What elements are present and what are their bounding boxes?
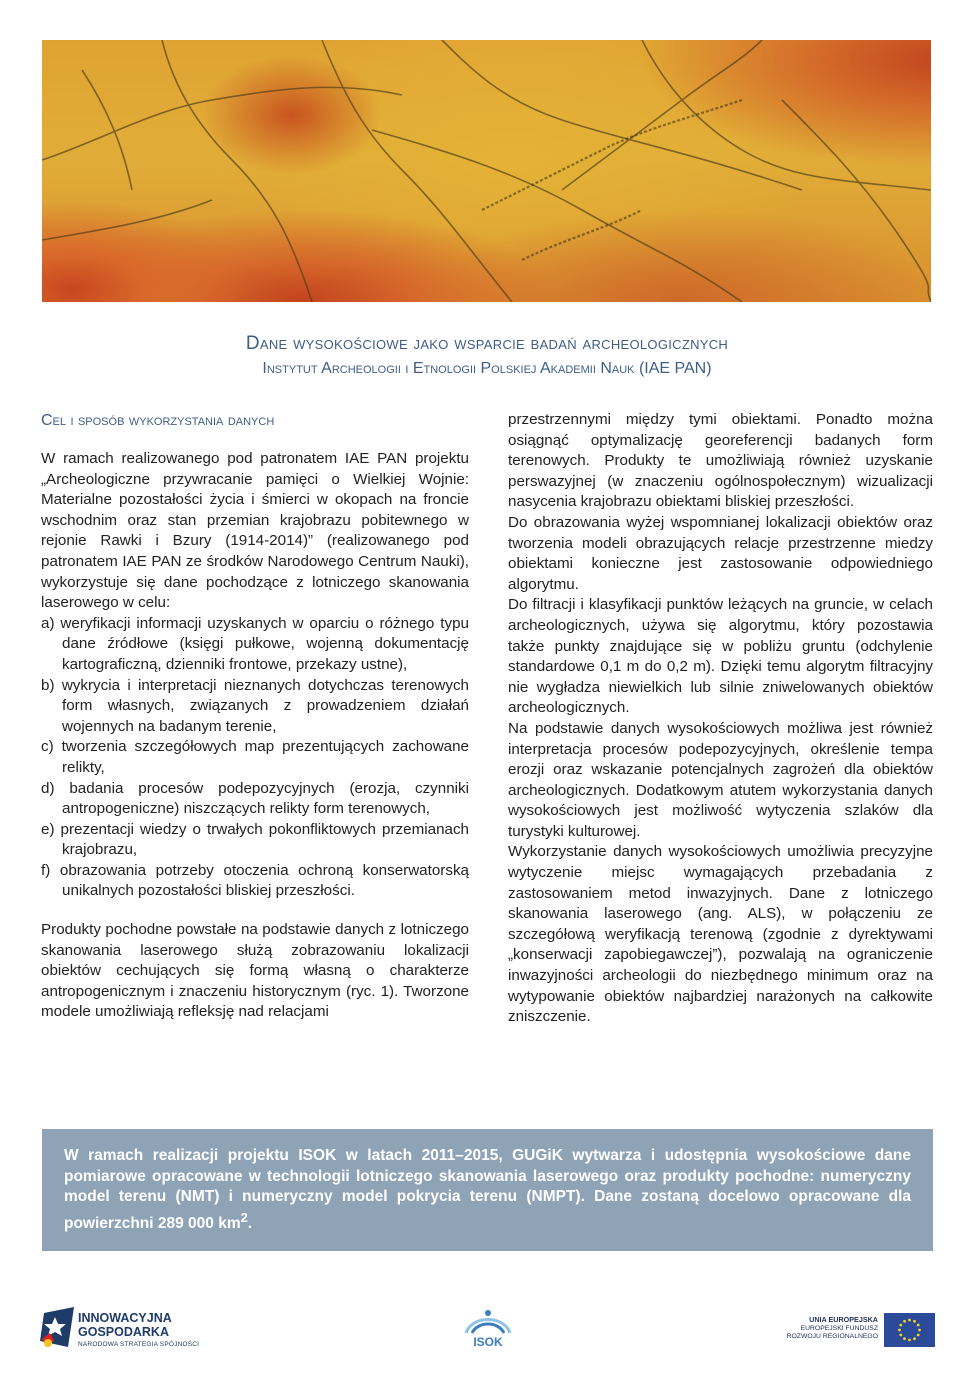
eu-flag-icon (884, 1313, 935, 1347)
list-item: f) obrazowania potrzeby otoczenia ochroną konserwatorską unikalnych pozostałości bliskiej przeszłości. (41, 861, 469, 900)
isok-text: ISOK (473, 1335, 503, 1349)
purpose-list (41, 614, 469, 902)
left-column (41, 410, 469, 1023)
innowacyjna-gospodarka-subtext: NARODOWA STRATEGIA SPÓJNOŚCI (78, 1341, 200, 1348)
innowacyjna-gospodarka-logo (40, 1303, 210, 1355)
intro-paragraph: W ramach realizowanego pod patronatem IAE PAN projektu „Archeologiczne przywracanie pamięci o Wielkiej Wojnie: Materialne pozostałości życia i śmierci w okopach na froncie wschodnim oraz stan przemian krajobrazu pobitewnego w rejonie Rawki i Bzury (1914-2014)” (realizowanego pod patronatem IAE PAN ze środków Narodowego Centrum Nauki), wykorzystuje się dane pochodzące z lotniczego skanowania laserowego w celu: (41, 450, 469, 612)
paragraph: Wykorzystanie danych wysokościowych umożliwia precyzyjne wytyczenie miejsc wymagających przebadania z zastosowaniem metod inwazyjnych. Dane z lotniczego skanowania laserowego (ang. ALS), w połączeniu ze szczegółową weryfikacją terenową (zgodnie z dyrektywami „konserwacji zapobiegawczej”), pozwalają na ograniczenie inwazyjności archeologii do niezbędnego minimum oraz na wytypowanie obiektów najbardziej narażonych na całkowite zniszczenie. (508, 843, 933, 1026)
section-heading: Cel i sposób wykorzystania danych (41, 412, 275, 429)
info-box-superscript: 2 (240, 1209, 248, 1225)
list-item: e) prezentacji wiedzy o trwałych pokonfliktowych przemianach krajobrazu, (41, 820, 469, 859)
page-title: Dane wysokościowe jako wsparcie badań archeologicznych (245, 333, 729, 354)
info-box-end: . (247, 1214, 253, 1232)
header-relief-image (42, 40, 931, 302)
list-item: d) badania procesów podepozycyjnych (erozja, czynniki antropogeniczne) niszczących relikty form terenowych, (41, 779, 469, 818)
info-box (42, 1129, 933, 1251)
isok-arc-logo-icon (458, 1305, 518, 1335)
innovation-star-logo-icon (40, 1303, 76, 1353)
paragraph: Do filtracji i klasyfikacji punktów leżących na gruncie, w celach archeologicznych, używa się algorytmu, który pozostawia także punkty znajdujące się w pobliżu gruntu (odchylenie standardowe 0,1 m do 0,2 m). Dzięki temu algorytm filtracyjny nie wygładza niewielkich lub silnie zniwelowanych obiektów archeologicznych. (508, 596, 933, 717)
lidar-relief-map-image (42, 40, 931, 302)
title-block (0, 333, 974, 379)
info-box-text: W ramach realizacji projektu ISOK w latach 2011–2015, GUGiK wytwarza i udostępnia wysokościowe dane pomiarowe opracowane w technologii lotniczego skanowania laserowego oraz produkty pochodne: numeryczny model terenu (NMT) i numeryczny model pokrycia terenu (NMPT). Dane zostaną docelowo opracowane dla powierzchni 289 000 km (64, 1147, 911, 1232)
paragraph: Na podstawie danych wysokościowych możliwa jest również interpretacja procesów podepozycyjnych, określenie tempa erozji oraz wskazanie potencjalnych zagrożeń dla obiektów archeologicznych. Dodatkowym atutem wykorzystania danych wysokościowych jest możliwość wytyczenia szlaków dla turystyki kulturowej. (508, 719, 933, 840)
isok-logo (458, 1305, 518, 1357)
list-item: c) tworzenia szczegółowych map prezentujących zachowane relikty, (41, 738, 469, 776)
eu-logo-text: UNIA EUROPEJSKA EUROPEJSKI FUNDUSZ ROZWOJU REGIONALNEGO (786, 1315, 878, 1340)
page-subtitle: Instytut Archeologii i Etnologii Polskiej Akademii Nauk (IAE PAN) (262, 360, 712, 377)
paragraph: przestrzennymi między tymi obiektami. Ponadto można osiągnąć optymalizację georeferencji badanych form terenowych. Produkty te umożliwiają również uzyskanie perswazyjnej (w znaczeniu ogólnospołecznym) wizualizacji nasycenia krajobrazu obiektami bliskiej przeszłości. (508, 411, 933, 511)
list-item: a) weryfikacji informacji uzyskanych w oparciu o różnego typu dane źródłowe (księgi pułkowe, wojenną dokumentację kartograficzną, dzienniki frontowe, przekazy ustne), (41, 614, 469, 673)
innowacyjna-gospodarka-text: INNOWACYJNA GOSPODARKA (78, 1311, 172, 1339)
list-item: b) wykrycia i interpretacji nieznanych dotychczas terenowych form własnych, związanych z prowadzeniem działań wojennych na badanym terenie, (41, 676, 469, 735)
paragraph: Do obrazowania wyżej wspomnianej lokalizacji obiektów oraz tworzenia modeli obrazujących relacje przestrzenne miedzy obiektami konieczne jest zastosowanie odpowiedniego algorytmu. (508, 513, 933, 593)
products-paragraph: Produkty pochodne powstałe na podstawie danych z lotniczego skanowania laserowego służą zobrazowaniu lokalizacji obiektów cechujących się formą własną o charakterze antropogenicznym i znaczeniu historycznym (ryc. 1). Tworzone modele umożliwiają refleksję nad relacjami (41, 921, 469, 1021)
eu-logo (780, 1313, 935, 1348)
right-column (508, 410, 933, 1028)
